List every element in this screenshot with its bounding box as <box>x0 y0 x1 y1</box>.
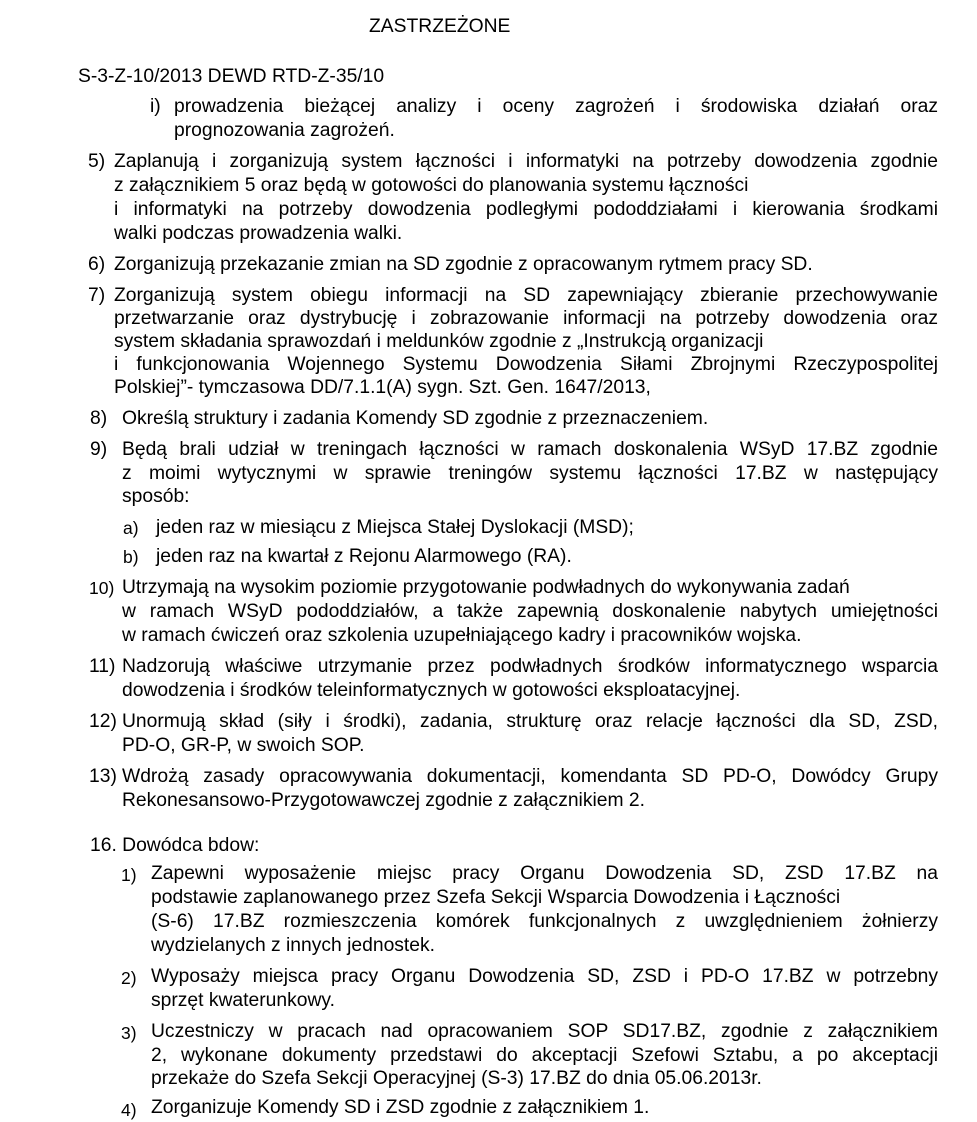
item-text-line: i informatyki na potrzeby dowodzenia podległymi pododdziałami i kierowania środkami <box>114 199 938 220</box>
section-heading: 16. Dowódca bdow: <box>90 835 260 856</box>
item-text-line: Utrzymają na wysokim poziomie przygotowanie podwładnych do wykonywania zadań <box>122 577 850 598</box>
item-text-line: Zorganizują system obiegu informacji na SD zapewniający zbieranie przechowywanie <box>114 285 938 306</box>
item-number: i) <box>150 96 161 117</box>
item-text-line: Zorganizuje Komendy SD i ZSD zgodnie z załącznikiem 1. <box>151 1097 650 1118</box>
item-number: 2) <box>121 968 137 988</box>
item-text-line: prognozowania zagrożeń. <box>174 120 395 141</box>
item-text-line: Określą struktury i zadania Komendy SD zgodnie z przeznaczeniem. <box>122 408 709 429</box>
item-text-line: przekaże do Szefa Sekcji Operacyjnej (S-3) 17.BZ do dnia 05.06.2013r. <box>151 1068 762 1089</box>
item-text-line: (S-6) 17.BZ rozmieszczenia komórek funkcjonalnych z uwzględnieniem żołnierzy <box>151 911 938 932</box>
item-text-line: Zorganizują przekazanie zmian na SD zgodnie z opracowanym rytmem pracy SD. <box>114 254 813 275</box>
sub-item-text: jeden raz w miesiącu z Miejsca Stałej Dyslokacji (MSD); <box>156 517 634 538</box>
sub-item-letter: a) <box>123 518 139 538</box>
item-text-line: Unormują skład (siły i środki), zadania, strukturę oraz relacje łączności dla SD, ZSD, <box>122 711 938 732</box>
item-text-line: dowodzenia i środków teleinformatycznych w gotowości eksploatacyjnej. <box>122 680 741 701</box>
item-text-line: w ramach WSyD pododdziałów, a także zapewnią doskonalenie nabytych umiejętności <box>122 601 938 622</box>
item-text-line: przetwarzanie oraz dystrybucję i zobrazowanie informacji na potrzeby dowodzenia oraz <box>114 308 938 329</box>
item-number: 8) <box>90 408 108 429</box>
item-number: 6) <box>88 254 106 275</box>
item-text-line: Zapewni wyposażenie miejsc pracy Organu Dowodzenia SD, ZSD 17.BZ na <box>151 863 938 884</box>
item-text-line: Wyposaży miejsca pracy Organu Dowodzenia SD, ZSD i PD-O 17.BZ w potrzebny <box>151 966 938 987</box>
item-number: 5) <box>88 151 106 172</box>
item-text-line: i funkcjonowania Wojennego Systemu Dowodzenia Siłami Zbrojnymi Rzeczypospolitej <box>114 354 938 375</box>
item-text-line: z załącznikiem 5 oraz będą w gotowości do planowania systemu łączności <box>114 175 749 196</box>
item-text-line: Nadzorują właściwe utrzymanie przez podwładnych środków informatycznego wsparcia <box>122 656 938 677</box>
item-text-line: Będą brali udział w treningach łączności w ramach doskonalenia WSyD 17.BZ zgodnie <box>122 439 938 460</box>
item-text-line: sprzęt kwaterunkowy. <box>151 990 335 1011</box>
item-number: 9) <box>90 439 108 460</box>
item-text-line: walki podczas prowadzenia walki. <box>114 223 403 244</box>
item-text-line: sposób: <box>122 486 190 507</box>
sub-item-text: jeden raz na kwartał z Rejonu Alarmowego (RA). <box>156 546 572 567</box>
document-reference: S-3-Z-10/2013 DEWD RTD-Z-35/10 <box>78 66 385 87</box>
item-text-line: Uczestniczy w pracach nad opracowaniem SOP SD17.BZ, zgodnie z załącznikiem <box>151 1021 938 1042</box>
item-number: 13) <box>89 766 117 787</box>
item-number: 10) <box>89 578 115 598</box>
item-number: 4) <box>121 1100 137 1120</box>
item-number: 1) <box>121 865 137 885</box>
item-text-line: Wdrożą zasady opracowywania dokumentacji, komendanta SD PD-O, Dowódcy Grupy <box>122 766 938 787</box>
sub-item-letter: b) <box>123 547 139 567</box>
item-text-line: podstawie zaplanowanego przez Szefa Sekcji Wsparcia Dowodzenia i Łączności <box>151 887 841 908</box>
item-number: 12) <box>89 711 117 732</box>
item-text-line: wydzielanych z innych jednostek. <box>151 935 436 956</box>
classification-header: ZASTRZEŻONE <box>369 16 511 37</box>
item-text-line: Zaplanują i zorganizują system łączności i informatyki na potrzeby dowodzenia zgodnie <box>114 151 938 172</box>
item-text-line: system składania sprawozdań i meldunków zgodnie z „Instrukcją organizacji <box>114 331 764 352</box>
item-text-line: z moimi wytycznymi w sprawie treningów systemu łączności 17.BZ w następujący <box>122 463 938 484</box>
item-number: 3) <box>121 1023 137 1043</box>
item-text-line: prowadzenia bieżącej analizy i oceny zagrożeń i środowiska działań oraz <box>174 96 938 117</box>
item-number: 11) <box>89 656 116 677</box>
item-text-line: Rekonesansowo-Przygotowawczej zgodnie z załącznikiem 2. <box>122 790 645 811</box>
item-text-line: Polskiej”- tymczasowa DD/7.1.1(A) sygn. Szt. Gen. 1647/2013, <box>114 377 651 398</box>
item-text-line: 2, wykonane dokumenty przedstawi do akceptacji Szefowi Sztabu, a po akceptacji <box>151 1045 938 1066</box>
item-text-line: w ramach ćwiczeń oraz szkolenia uzupełniającego kadry i pracowników wojska. <box>122 625 802 646</box>
item-number: 7) <box>88 285 106 306</box>
item-text-line: PD-O, GR-P, w swoich SOP. <box>122 735 365 756</box>
